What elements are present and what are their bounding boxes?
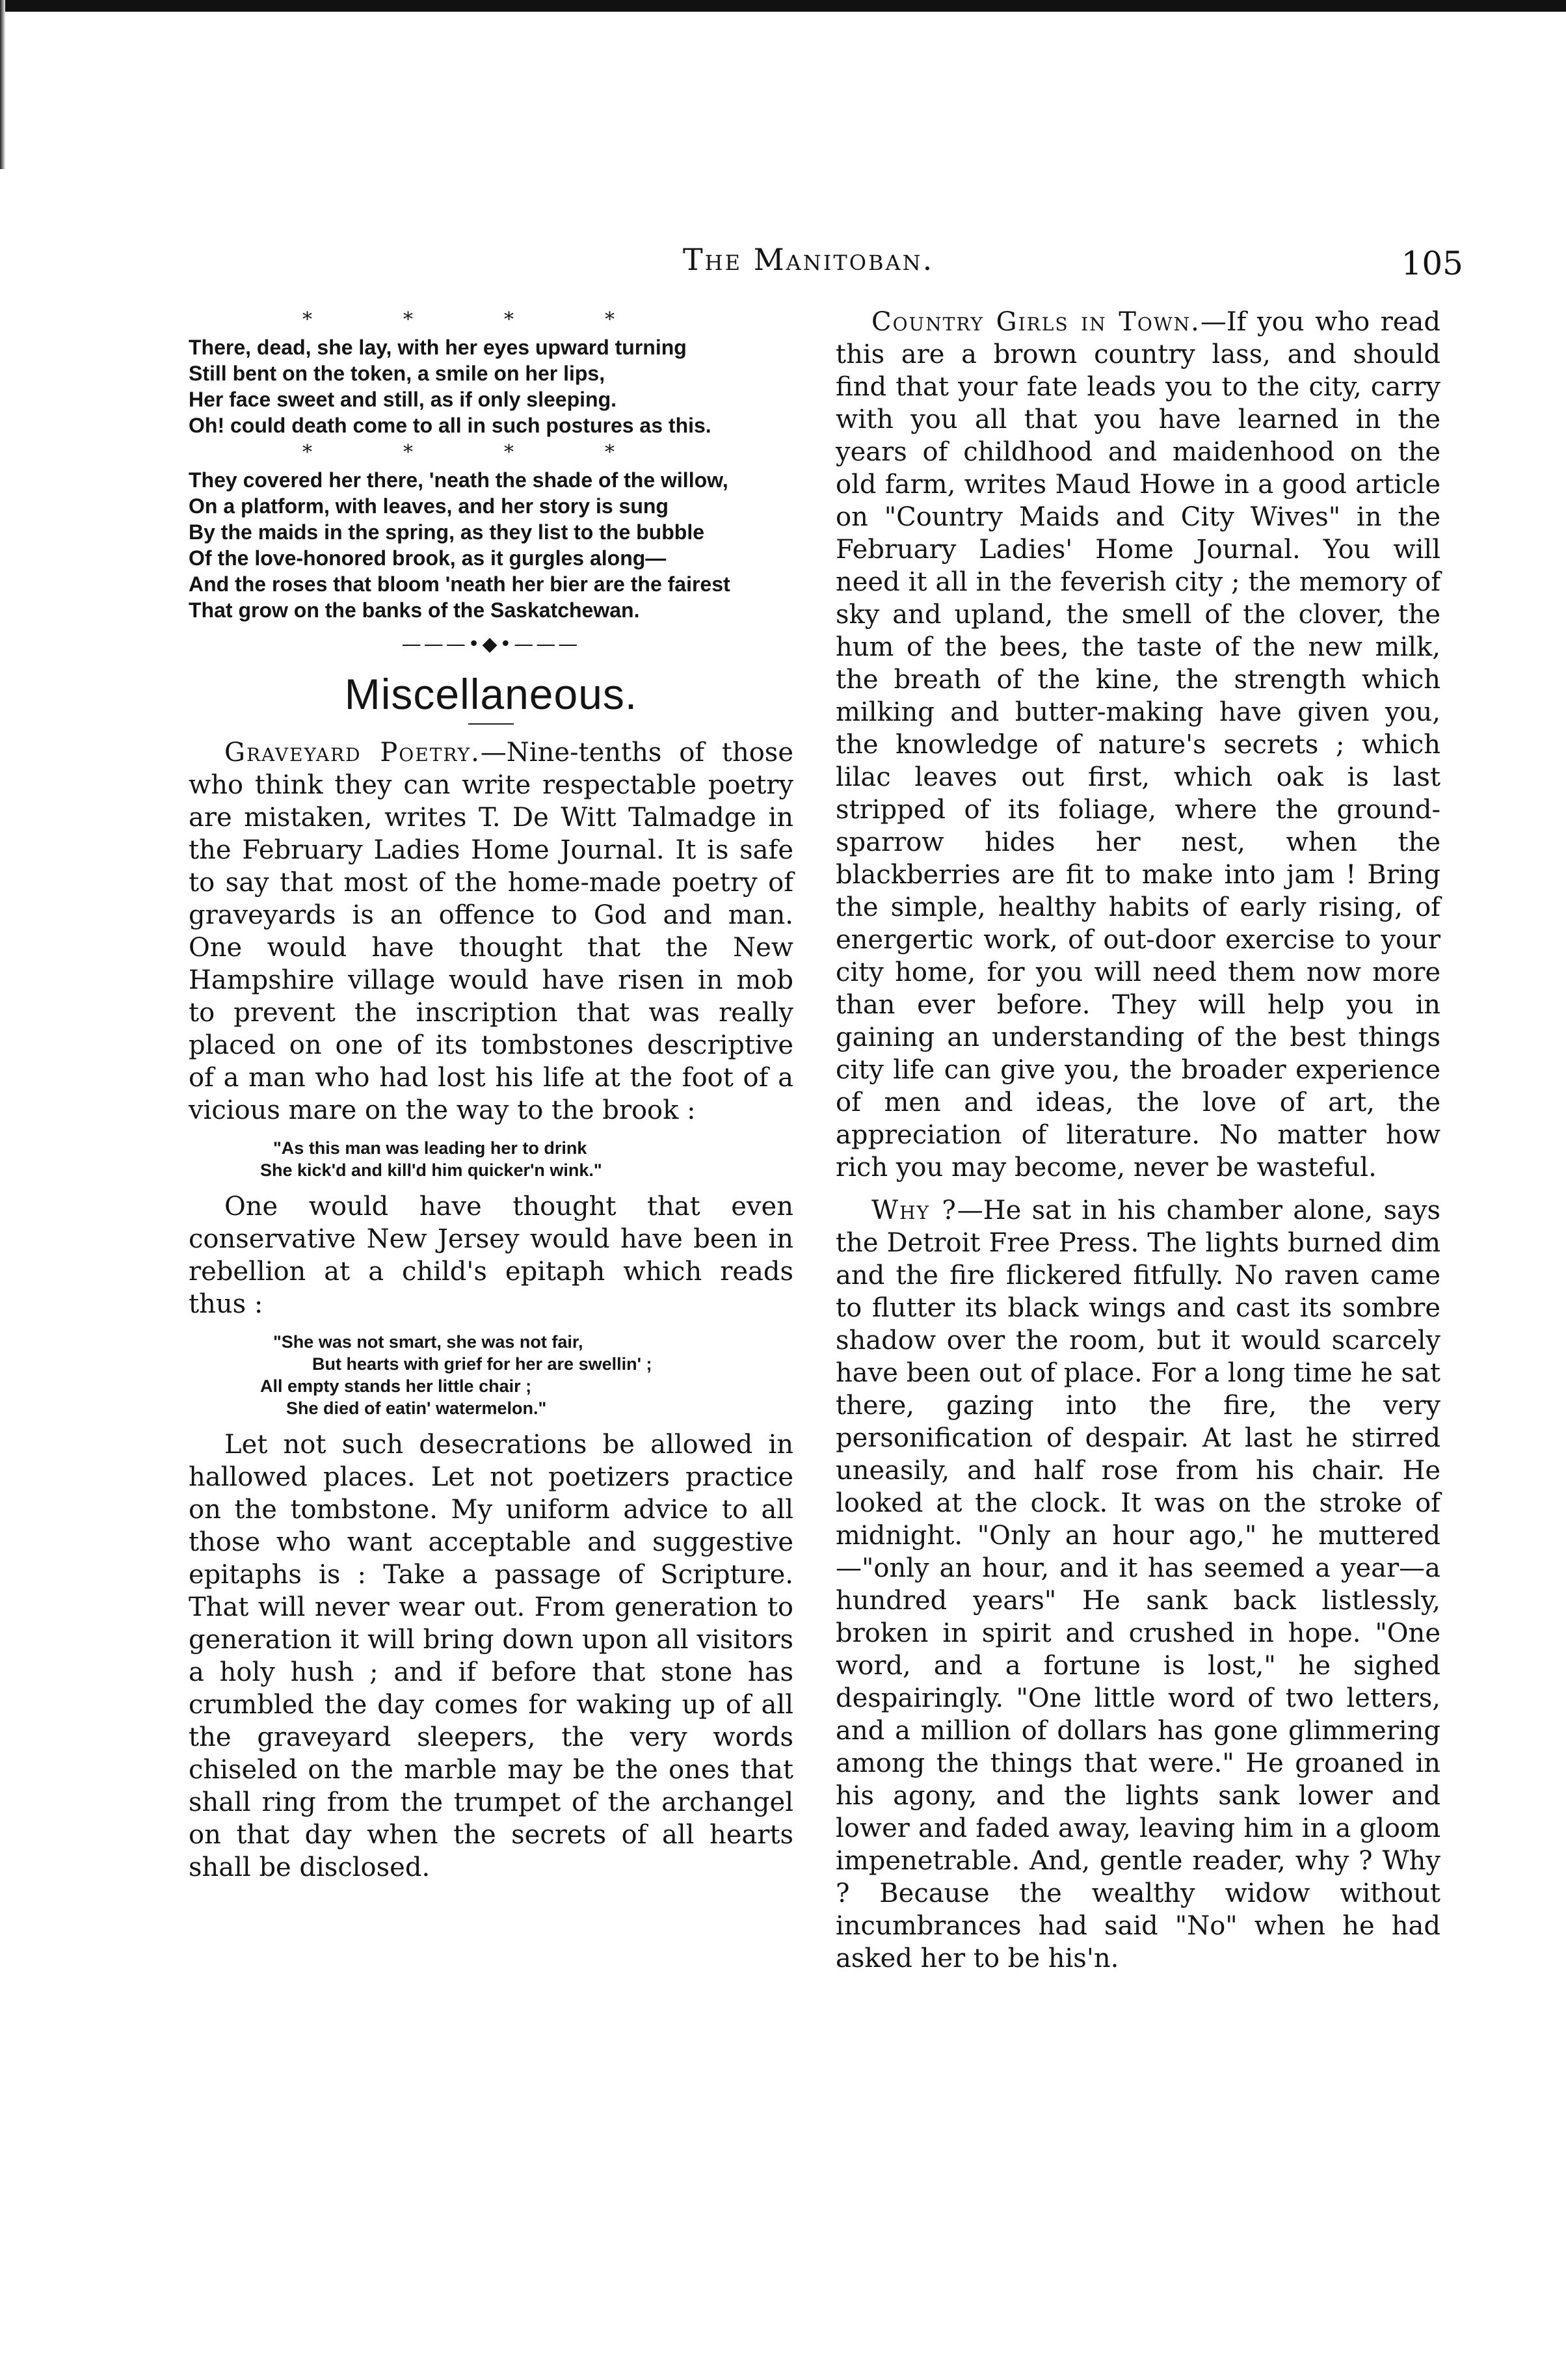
article-lead: Why ?: [871, 1196, 957, 1225]
why-paragraph: [836, 1194, 1440, 1975]
poem-line: Her face sweet and still, as if only sleeping.: [189, 388, 617, 411]
poem-line: On a platform, with leaves, and her story is sung: [189, 494, 669, 518]
section-stars: ****: [302, 308, 706, 331]
graveyard-paragraph-3: Let not such desecrations be allowed in hallowed places. Let not poetizers practice on the tombstone. My uniform advice to all those who want acceptable and suggestive epitaphs is : Take a passage of Scripture. That will never wear out. From generation to generation it will bring down upon all visitors a holy hush ; and if before that stone has crumbled the day comes for waking up of all the graveyard sleepers, the very words chiseled on the marble may be the ones that shall ring from the trumpet of the archangel on that day when the secrets of all hearts shall be disclosed.: [189, 1430, 793, 1882]
quote-line: But hearts with grief for her are swellin' ;: [312, 1354, 652, 1374]
poem-line: They covered her there, 'neath the shade of the willow,: [189, 468, 728, 492]
quote-line: She died of eatin' watermelon.": [286, 1398, 547, 1418]
poem-line: Still bent on the token, a smile on her lips,: [189, 362, 605, 385]
poem-stanza-2: [189, 467, 793, 623]
poem-line: Oh! could death come to all in such postures as this.: [189, 414, 711, 437]
poem-stanza-1: [189, 334, 793, 438]
article-text: —If you who read this are a brown country lass, and should find that your fate leads you to the city, carry with you all that you have learned in the years of childhood and maidenhood on the old farm, writes Maud Howe in a good article on "Country Maids and City Wives" in the February Ladies' Home Journal. You will need it all in the feverish city ; the memory of sky and upland, the smell of the clover, the hum of the bees, the taste of the new milk, the breath of the kine, the strength which milking and butter-making have given you, the knowledge of nature's secrets ; which lilac leaves out first, which oak is last stripped of its foliage, where the ground-sparrow hides her nest, when the blackberries are fit to make into jam ! Bring the simple, healthy habits of early rising, of energertic work, of out-door exercise to your city home, for you will need them now more than ever before. They will help you in gaining an understanding of the best things city life can give you, the broader experience of men and ideas, the love of art, the appreciation of literature. No matter how rich you may become, never be wasteful.: [836, 307, 1440, 1183]
poem-line: Of the love-honored brook, as it gurgles along—: [189, 546, 667, 570]
quote-line: All empty stands her little chair ;: [260, 1376, 532, 1396]
article-text: —Nine-tenths of those who think they can write respectable poetry are mistaken, writes T. De Witt Talmadge in the February Ladies Home Journal. It is safe to say that most of the home-made poetry of graveyards is an offence to God and man. One would have thought that the New Hampshire village would have risen in mob to prevent the inscription that was really placed on one of its tombstones descriptive of a man who had lost his life at the foot of a vicious mare on the way to the brook :: [189, 738, 794, 1125]
poem-line: That grow on the banks of the Saskatchewan.: [189, 598, 640, 622]
graveyard-paragraph-1: [189, 736, 793, 1127]
poem-line: There, dead, she lay, with her eyes upward turning: [189, 336, 687, 359]
quote-line: She kick'd and kill'd him quicker'n wink.": [260, 1160, 602, 1180]
quote-line: "As this man was leading her to drink: [273, 1138, 587, 1158]
epitaph-quote-1: [189, 1137, 793, 1181]
page-number: 105: [1401, 245, 1463, 282]
page-left-edge: [0, 0, 5, 169]
article-text: —He sat in his chamber alone, says the Detroit Free Press. The lights burned dim and the fire flickered fitfully. No raven came to flutter its black wings and cast its sombre shadow over the room, but it would scarcely have been out of place. For a long time he sat there, gazing into the fire, the very personification of despair. At last he stirred uneasily, and half rose from his chair. He looked at the clock. It was on the stroke of midnight. "Only an hour ago," he muttered—"only an hour, and it has seemed a year—a hundred years" He sank back listlessly, broken in spirit and crushed in hope. "One word, and a fortune is lost," he sighed despairingly. "One little word of two letters, and a million of dollars has gone glimmering among the things that were." He groaned in his agony, and the lights sank lower and lower and faded away, leaving him in a gloom impenetrable. And, gentle reader, why ? Why ? Because the wealthy widow without incumbrances had said "No" when he had asked her to be his'n.: [836, 1196, 1440, 1973]
article-lead: Graveyard Poetry.: [224, 738, 481, 768]
page-header: [683, 242, 1463, 287]
running-title: The Manitoban.: [683, 242, 935, 277]
article-lead: Country Girls in Town.: [871, 307, 1201, 337]
heading-rule: [468, 723, 514, 725]
quote-line: "She was not smart, she was not fair,: [273, 1332, 583, 1352]
section-stars: ****: [302, 441, 706, 464]
poem-line: By the maids in the spring, as they list to the bubble: [189, 520, 704, 544]
right-column: [836, 306, 1440, 1985]
graveyard-paragraph-2: One would have thought that even conservative New Jersey would have been in rebellion at a child's epitaph which reads thus :: [189, 1192, 793, 1319]
section-heading: Miscellaneous.: [344, 670, 638, 718]
poem-line: And the roses that bloom 'neath her bier are the fairest: [189, 572, 730, 596]
page-top-border: [0, 0, 1566, 12]
country-girls-paragraph: [836, 306, 1440, 1184]
left-column: [189, 306, 793, 1894]
epitaph-quote-2: [189, 1331, 793, 1419]
ornamental-divider: ———•◆•———: [401, 633, 581, 656]
